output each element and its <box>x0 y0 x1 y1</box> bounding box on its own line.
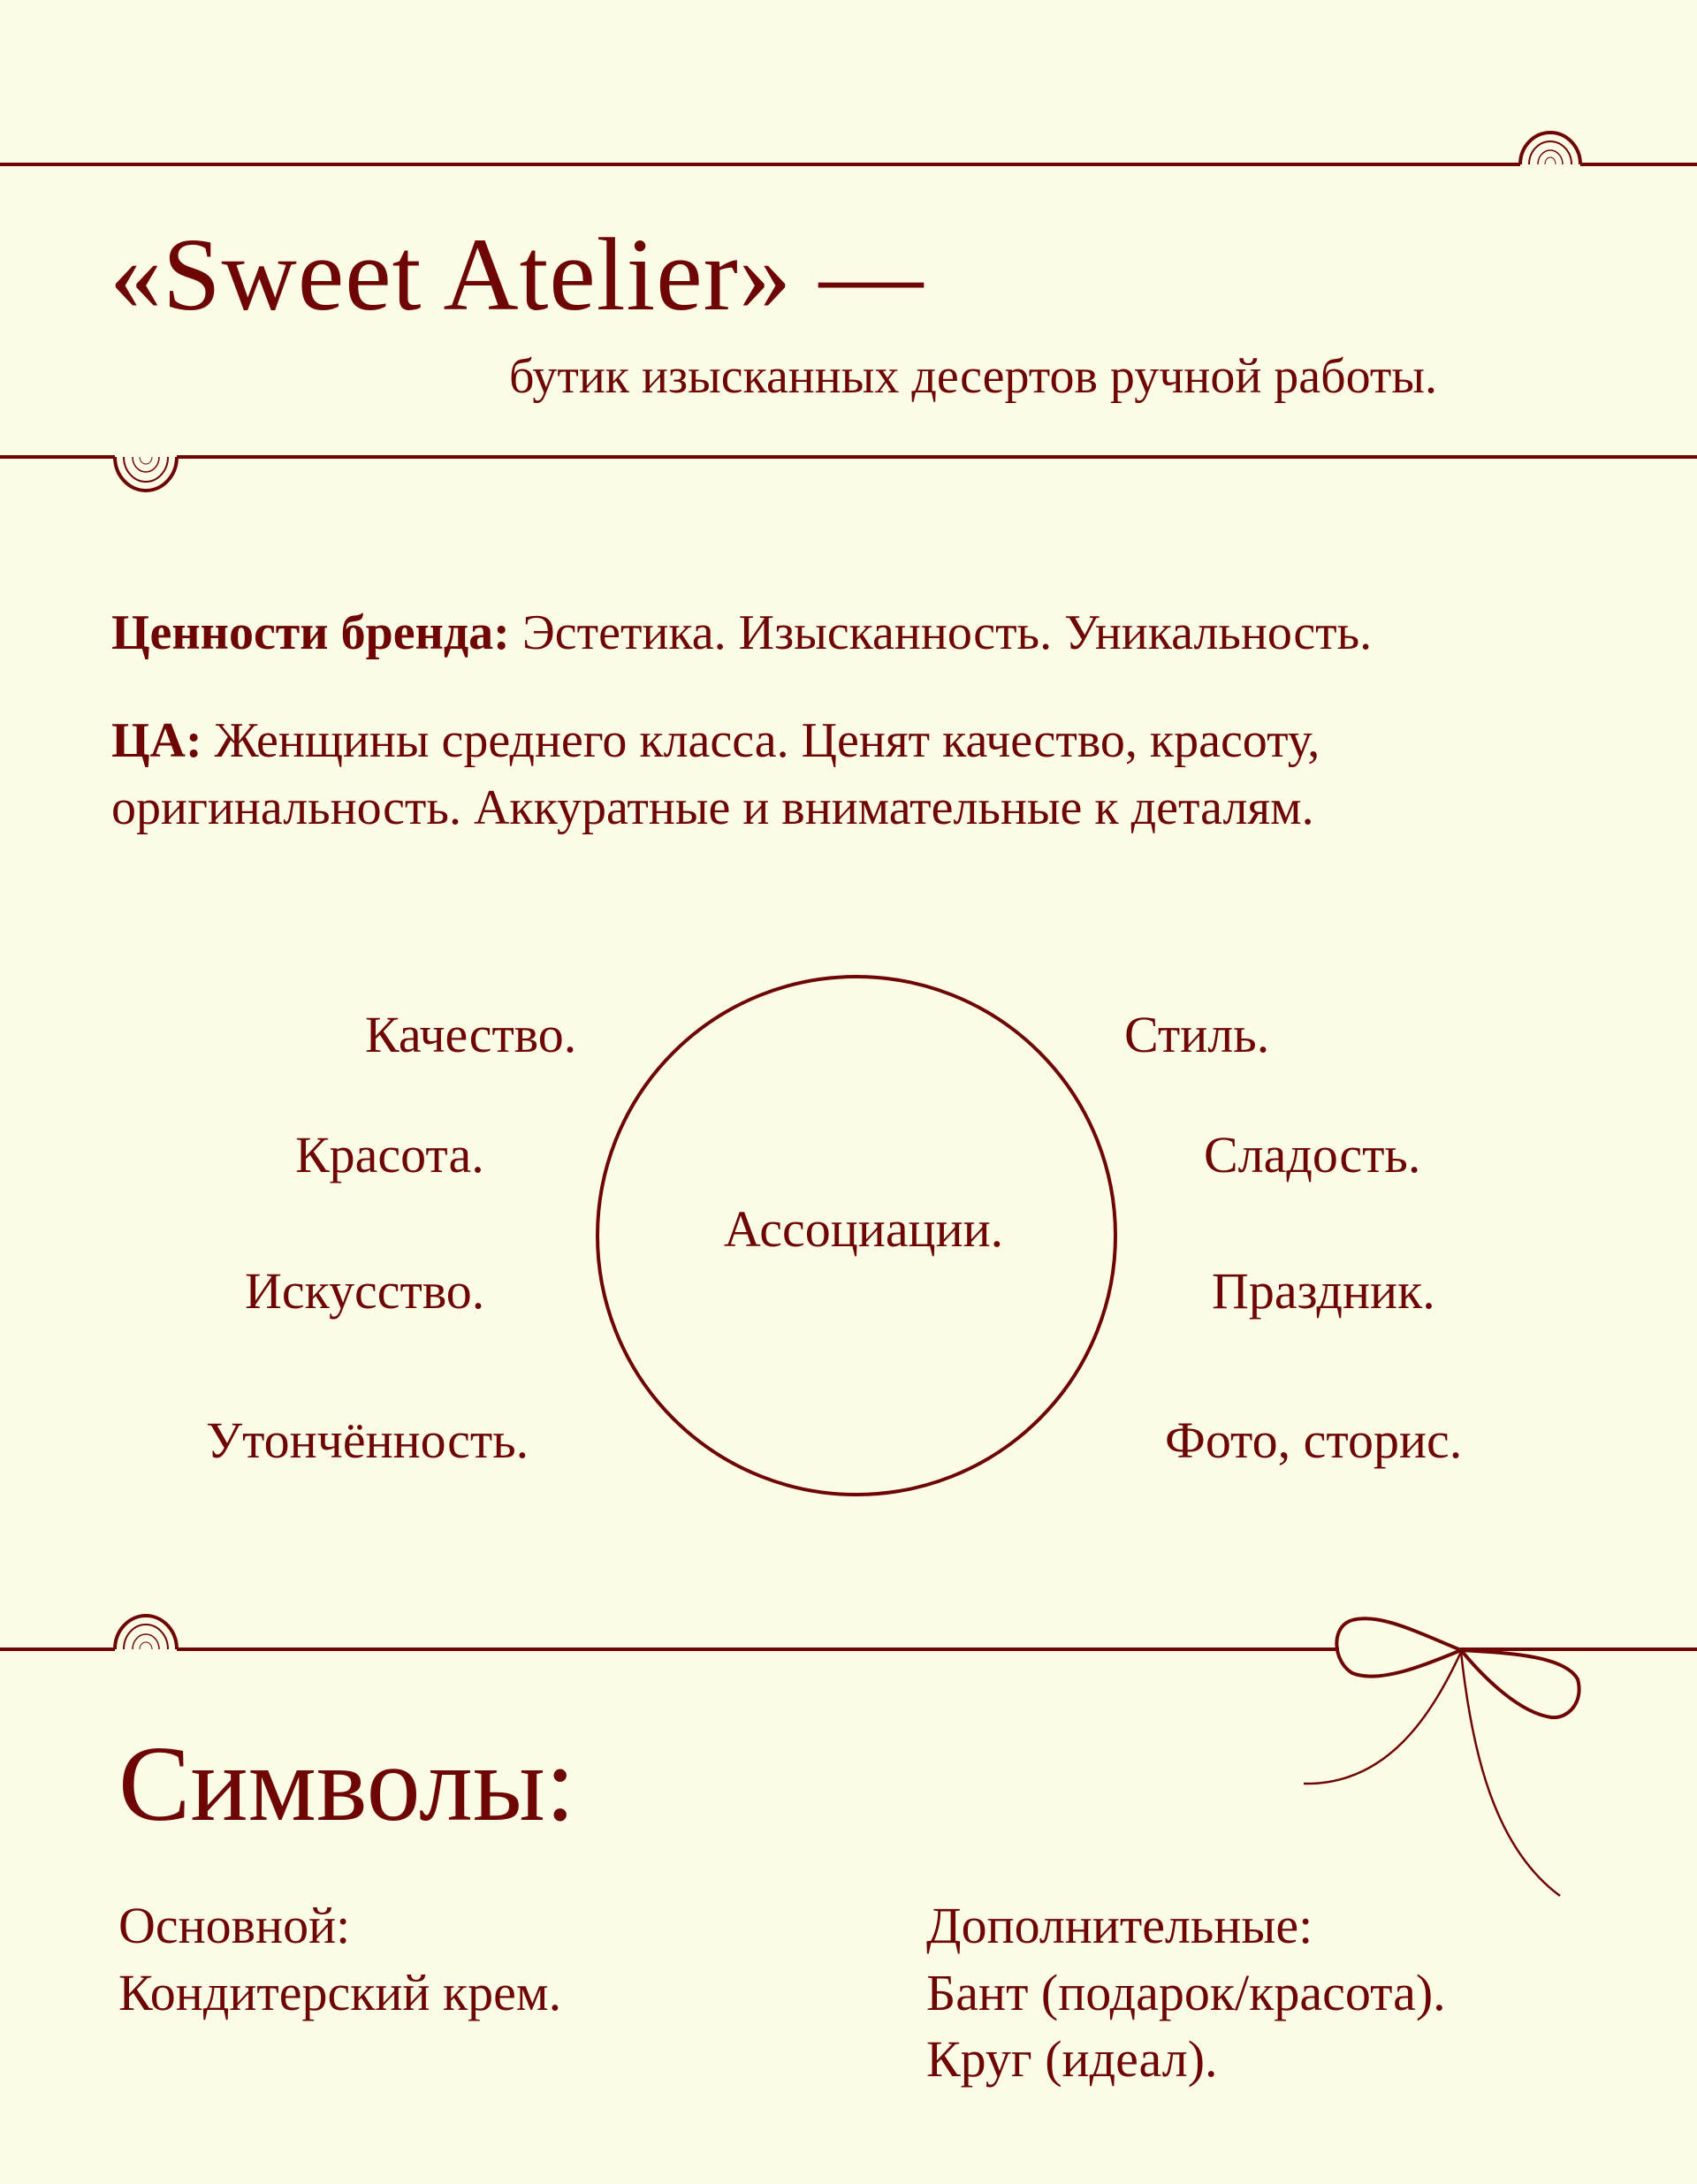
association-left-3: Искусство. <box>245 1262 485 1320</box>
association-left-2: Красота. <box>295 1126 484 1183</box>
audience-label: ЦА: <box>111 713 202 768</box>
spiral-ornament-icon <box>115 457 177 491</box>
association-right-1: Стиль. <box>1124 1006 1270 1063</box>
extra-symbol-item: Бант (подарок/красота). <box>926 1964 1446 2021</box>
association-left-1: Качество. <box>365 1006 577 1063</box>
spiral-ornament-icon <box>115 1616 177 1649</box>
audience-line-1 <box>111 713 1320 768</box>
brand-values <box>111 605 1373 660</box>
associations-center-label: Ассоциации. <box>723 1200 1004 1258</box>
association-right-4: Фото, сторис. <box>1165 1412 1463 1469</box>
association-right-2: Сладость. <box>1204 1126 1421 1183</box>
association-right-3: Праздник. <box>1212 1262 1435 1320</box>
spiral-ornament-icon <box>1520 133 1580 164</box>
symbols-heading: Символы: <box>118 1724 575 1844</box>
page-title: «Sweet Atelier» — <box>110 217 925 332</box>
main-symbol-item: Кондитерский крем. <box>118 1964 562 2021</box>
audience-line-2: оригинальность. Аккуратные и внимательные к деталям. <box>111 780 1314 835</box>
extra-symbol-item: Круг (идеал). <box>926 2030 1218 2088</box>
main-symbol-label: Основной: <box>118 1897 351 1954</box>
brand-values-label: Ценности бренда: <box>111 605 510 660</box>
brand-values-text: Эстетика. Изысканность. Уникальность. <box>509 605 1373 660</box>
audience-text-1: Женщины среднего класса. Ценят качество, красоту, <box>202 713 1320 768</box>
bow-icon <box>1304 1618 1579 1896</box>
extra-symbols-label: Дополнительные: <box>926 1897 1313 1954</box>
association-left-4: Утончённость. <box>206 1412 529 1469</box>
page-subtitle: бутик изысканных десертов ручной работы. <box>509 349 1437 404</box>
